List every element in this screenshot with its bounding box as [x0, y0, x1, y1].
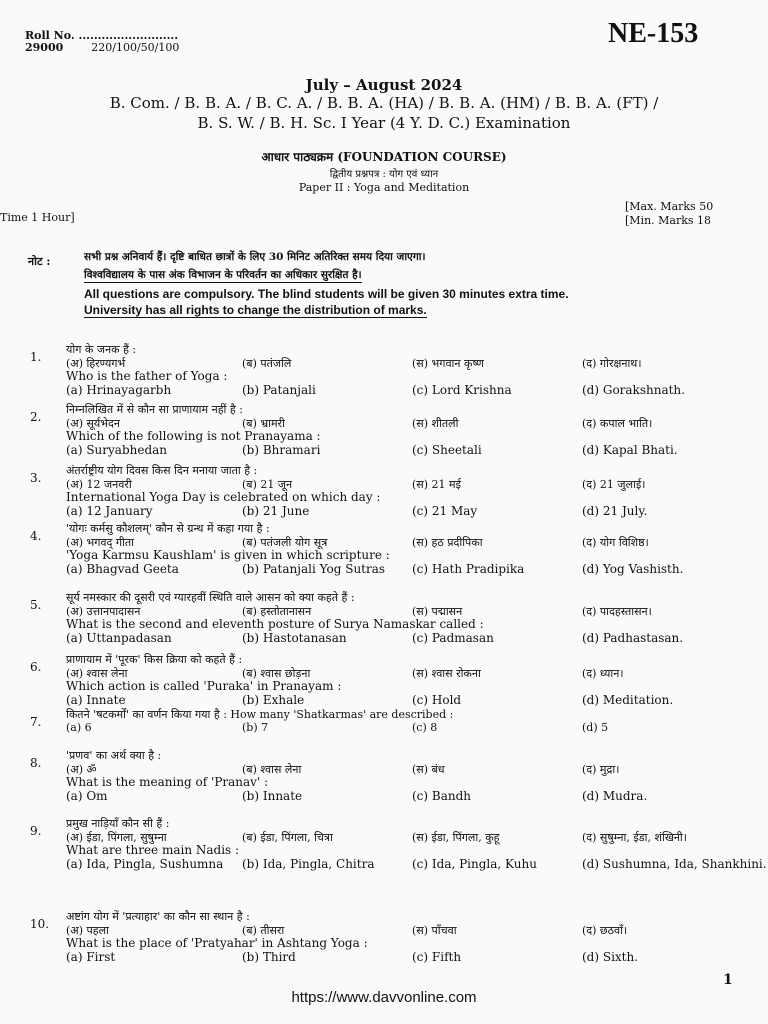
paper-title-hindi: द्वितीय प्रश्नपत्र : योग एवं ध्यान — [329, 169, 439, 180]
option-hindi-d: (द) सुषुम्ना, ईडा, शंखिनी। — [582, 831, 687, 844]
option-english-d: (d) Yog Vashisth. — [582, 562, 684, 576]
option-hindi-d: (द) पादहस्तासन। — [582, 605, 652, 618]
question-text-hindi: अष्टांग योग में 'प्रत्याहार' का कौन सा स्थान है : — [66, 910, 250, 923]
option-english-a: (a) 12 January — [66, 504, 153, 518]
option-english-d: (d) Meditation. — [582, 693, 674, 707]
option-english-b: (b) Hastotanasan — [242, 631, 347, 645]
option-english-d: (d) 21 July. — [582, 504, 648, 518]
roll-number-block — [25, 30, 179, 54]
option-english-b: (b) Innate — [242, 789, 303, 803]
option-english-b: (b) 21 June — [242, 504, 310, 518]
option-hindi-a: (अ) 12 जनवरी — [66, 478, 132, 491]
option-hindi-d: (द) छठवाँ। — [582, 924, 628, 937]
option-hindi-c: (स) श्वास रोकना — [412, 667, 481, 680]
option-hindi-c: (स) 21 मई — [412, 478, 461, 491]
question-number: 1. — [30, 350, 42, 364]
min-marks: [Min. Marks 18 — [625, 214, 712, 227]
serial-number: 29000 — [25, 41, 64, 54]
note-hindi-line-2: विश्वविद्यालय के पास अंक विभाजन के परिवर्तन का अधिकार सुरक्षित है। — [84, 269, 362, 281]
option-english-a: (a) Bhagvad Geeta — [66, 562, 179, 576]
option-hindi-d: (द) मुद्रा। — [582, 763, 620, 776]
option-hindi-d: (d) 5 — [582, 721, 609, 734]
option-english-c: (c) 21 May — [412, 504, 478, 518]
exam-session: July – August 2024 — [305, 76, 463, 94]
option-hindi-a: (अ) ईडा, पिंगला, सुषुम्ना — [66, 831, 167, 844]
paper-title-english: Paper II : Yoga and Meditation — [298, 181, 470, 194]
question-text-hindi: सूर्य नमस्कार की दूसरी एवं ग्यारहवीं स्थिति वाले आसन को क्या कहते हैं : — [66, 591, 355, 604]
question-text-english: What are three main Nadis : — [66, 843, 240, 857]
question-text-english: What is the second and eleventh posture of Surya Namaskar called : — [66, 617, 484, 631]
option-hindi-d: (द) ध्यान। — [582, 667, 624, 680]
question-text-english: 'Yoga Karmsu Kaushlam' is given in which scripture : — [66, 548, 390, 562]
option-hindi-c: (स) पाँचवा — [412, 924, 457, 937]
option-hindi-c: (स) भगवान कृष्ण — [412, 357, 484, 370]
option-hindi-a: (अ) ॐ — [66, 763, 97, 776]
option-hindi-a: (अ) सूर्यभेदन — [66, 417, 120, 430]
note-hindi-line-1: सभी प्रश्न अनिवार्य हैं। दृष्टि बाधित छात्रों के लिए 30 मिनिट अतिरिक्त समय दिया जाएगा। — [84, 251, 426, 263]
option-hindi-a: (अ) पहला — [66, 924, 109, 937]
question-item — [0, 590, 768, 660]
option-english-a: (a) Hrinayagarbh — [66, 383, 172, 397]
option-hindi-b: (ब) पतंजली योग सूत्र — [242, 536, 328, 549]
marks-block — [625, 200, 713, 228]
question-text-english: What is the place of 'Pratyahar' in Ashtang Yoga : — [66, 936, 368, 950]
option-english-b: (b) Exhale — [242, 693, 305, 707]
question-text-english: Which of the following is not Pranayama : — [66, 429, 321, 443]
question-text-english: Which action is called 'Puraka' in Pranayam : — [66, 679, 342, 693]
option-hindi-b: (ब) ईडा, पिंगला, चित्रा — [242, 831, 333, 844]
foundation-course-title: आधार पाठ्यक्रम (FOUNDATION COURSE) — [261, 150, 507, 164]
option-hindi-c: (स) ईडा, पिंगला, कुहू — [412, 831, 500, 844]
option-english-d: (d) Padhastasan. — [582, 631, 684, 645]
option-english-d: (d) Gorakshnath. — [582, 383, 685, 397]
option-english-b: (b) Patanjali — [242, 383, 316, 397]
option-hindi-b: (ब) श्वास लेना — [242, 763, 302, 776]
question-number: 4. — [30, 529, 42, 543]
option-hindi-c: (स) हठ प्रदीपिका — [412, 536, 483, 549]
option-english-c: (c) Sheetali — [412, 443, 482, 457]
question-item — [0, 748, 768, 818]
option-english-c: (c) Lord Krishna — [412, 383, 512, 397]
option-hindi-b: (ब) 21 जून — [242, 478, 293, 491]
option-hindi-d: (द) कपाल भाति। — [582, 417, 653, 430]
question-text-hindi: 'योगः कर्मसु कौशलम्' कौन से ग्रन्थ में कहा गया है : — [66, 522, 270, 535]
option-hindi-b: (ब) हस्तोतानासन — [242, 605, 312, 618]
option-hindi-c: (स) बंध — [412, 763, 445, 776]
question-number: 3. — [30, 471, 42, 485]
course-list-line-1: B. Com. / B. B. A. / B. C. A. / B. B. A. (HA) / B. B. A. (HM) / B. B. A. (FT) / — [109, 94, 659, 112]
question-text-hindi: 'प्रणव' का अर्थ क्या है : — [66, 749, 162, 762]
option-english-c: (c) Fifth — [412, 950, 462, 964]
note-label: नोट : — [28, 255, 51, 268]
option-hindi-d: (द) योग विशिष्ठ। — [582, 536, 649, 549]
option-hindi-a: (a) 6 — [66, 721, 92, 734]
option-english-a: (a) Ida, Pingla, Sushumna — [66, 857, 224, 871]
question-item — [0, 402, 768, 472]
option-hindi-b: (ब) भ्रामरी — [242, 417, 285, 430]
option-hindi-b: (b) 7 — [242, 721, 269, 734]
question-number: 2. — [30, 410, 42, 424]
option-english-c: (c) Ida, Pingla, Kuhu — [412, 857, 537, 871]
option-hindi-a: (अ) उत्तानपादासन — [66, 605, 141, 618]
paper-code: NE-153 — [608, 18, 699, 49]
option-hindi-b: (ब) पतंजलि — [242, 357, 292, 370]
note-english-line-2: University has all rights to change the distribution of marks. — [84, 303, 427, 317]
option-hindi-c: (c) 8 — [412, 721, 438, 734]
question-text-hindi: योग के जनक हैं : — [66, 343, 137, 356]
option-hindi-a: (अ) हिरण्यगर्भ — [66, 357, 126, 370]
option-hindi-b: (ब) श्वास छोड़ना — [242, 667, 311, 680]
question-number: 5. — [30, 598, 42, 612]
option-english-a: (a) First — [66, 950, 116, 964]
option-english-b: (b) Ida, Pingla, Chitra — [242, 857, 375, 871]
option-english-b: (b) Bhramari — [242, 443, 321, 457]
max-marks: [Max. Marks 50 — [625, 200, 714, 213]
question-number: 8. — [30, 756, 42, 770]
option-english-b: (b) Third — [242, 950, 296, 964]
option-english-d: (d) Sixth. — [582, 950, 639, 964]
page-number: 1 — [723, 972, 733, 988]
roll-number-label: Roll No. .......................... — [25, 29, 179, 42]
question-text-hindi: अंतर्राष्ट्रीय योग दिवस किस दिन मनाया जाता है : — [66, 464, 258, 477]
option-english-c: (c) Bandh — [412, 789, 472, 803]
option-english-b: (b) Patanjali Yog Sutras — [242, 562, 386, 576]
question-item — [0, 909, 768, 979]
question-number: 6. — [30, 660, 42, 674]
option-hindi-d: (द) गोरक्षनाथ। — [582, 357, 642, 370]
question-text-hindi: निम्नलिखित में से कौन सा प्राणायाम नहीं है : — [66, 403, 243, 416]
option-english-a: (a) Om — [66, 789, 108, 803]
option-english-c: (c) Padmasan — [412, 631, 494, 645]
option-hindi-b: (ब) तीसरा — [242, 924, 285, 937]
question-item — [0, 521, 768, 591]
question-item — [0, 816, 768, 886]
option-english-a: (a) Suryabhedan — [66, 443, 168, 457]
question-number: 7. — [30, 715, 42, 729]
question-text-english: Who is the father of Yoga : — [66, 369, 228, 383]
option-english-d: (d) Sushumna, Ida, Shankhini. — [582, 857, 767, 871]
question-number: 10. — [30, 917, 50, 931]
option-english-d: (d) Kapal Bhati. — [582, 443, 678, 457]
option-hindi-c: (स) शीतली — [412, 417, 459, 430]
question-text-hindi: कितने 'षटकर्मों' का वर्णन किया गया है : How many 'Shatkarmas' are described : — [66, 708, 454, 721]
option-hindi-c: (स) पद्मासन — [412, 605, 463, 618]
note-english-line-1: All questions are compulsory. The blind students will be given 30 minutes extra time. — [84, 287, 569, 301]
question-text-hindi: प्रमुख नाड़ियाँ कौन सी हैं : — [66, 817, 170, 830]
question-text-english: What is the meaning of 'Pranav' : — [66, 775, 269, 789]
option-english-d: (d) Mudra. — [582, 789, 648, 803]
option-english-c: (c) Hath Pradipika — [412, 562, 525, 576]
course-list-line-2: B. S. W. / B. H. Sc. I Year (4 Y. D. C.) Examination — [197, 114, 571, 132]
copies-count: 220/100/50/100 — [91, 41, 180, 54]
question-text-hindi: प्राणायाम में 'पूरक' किस क्रिया को कहते हैं : — [66, 653, 243, 666]
option-hindi-d: (द) 21 जुलाई। — [582, 478, 646, 491]
time-allowed: Time 1 Hour] — [0, 211, 75, 224]
option-english-c: (c) Hold — [412, 693, 462, 707]
footer-url[interactable]: https://www.davvonline.com — [291, 989, 477, 1006]
question-number: 9. — [30, 824, 42, 838]
option-hindi-a: (अ) श्वास लेना — [66, 667, 128, 680]
option-hindi-a: (अ) भगवद् गीता — [66, 536, 135, 549]
option-english-a: (a) Uttanpadasan — [66, 631, 172, 645]
option-english-a: (a) Innate — [66, 693, 126, 707]
question-text-english: International Yoga Day is celebrated on which day : — [66, 490, 381, 504]
